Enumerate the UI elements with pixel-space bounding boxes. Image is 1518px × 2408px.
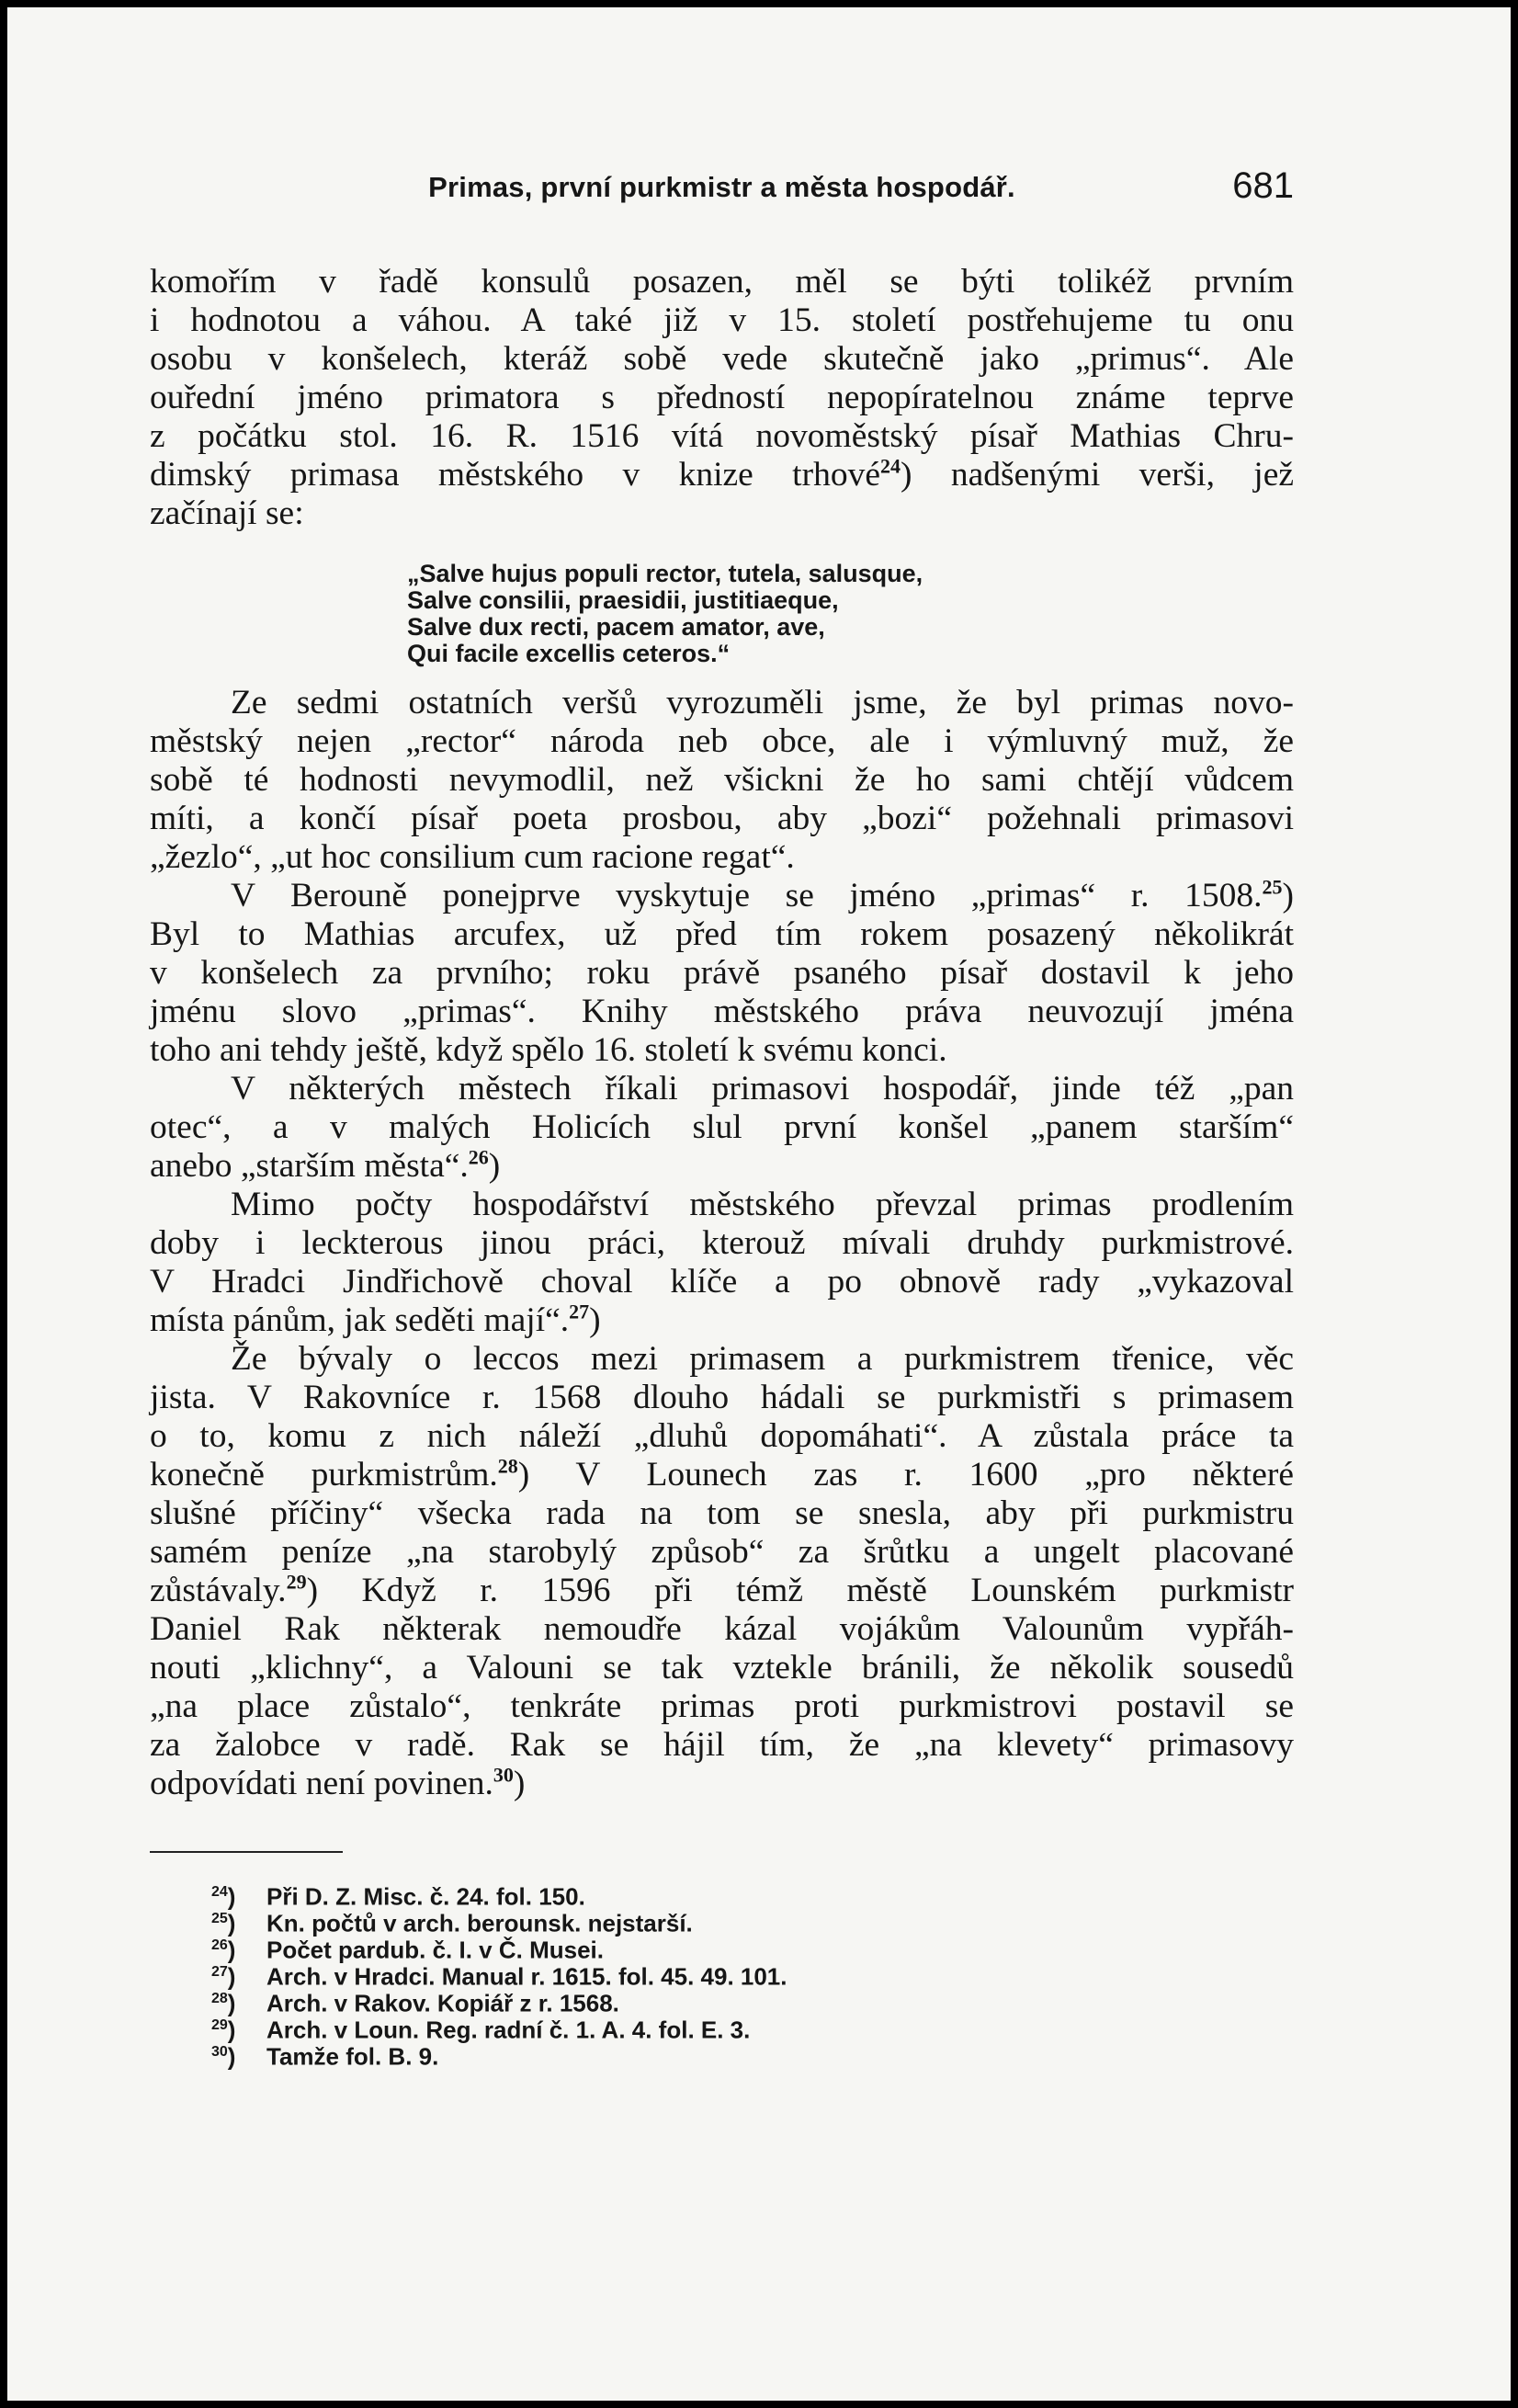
text-line: Byl to Mathias arcufex, už před tím rokem posazený několikrát bbox=[150, 915, 1294, 953]
text-line: i hodnotou a váhou. A také již v 15. století postřehujeme tu onu bbox=[150, 301, 1294, 339]
footnote-number: 26 bbox=[211, 1937, 228, 1953]
text-segment: ) bbox=[1282, 877, 1294, 914]
text-line bbox=[150, 1456, 1294, 1494]
text-line: o to, komu z nich náleží „dluhů dopomáhati“. A zůstala práce ta bbox=[150, 1417, 1294, 1455]
footnote-number: 29 bbox=[211, 2017, 228, 2033]
text-line: komořím v řadě konsulů posazen, měl se býti tolikéž prvním bbox=[150, 263, 1294, 301]
poem-line: „Salve hujus populi rector, tutela, salusque, bbox=[407, 560, 923, 587]
footnote-text: Tamže fol. B. 9. bbox=[266, 2042, 439, 2071]
footnote-text: Arch. v Loun. Reg. radní č. 1. A. 4. fol. E. 3. bbox=[266, 2016, 751, 2044]
footnotes bbox=[211, 1879, 787, 2071]
footnote bbox=[211, 1905, 787, 1937]
footnote-mark: $^{26}$) bbox=[211, 1936, 236, 1964]
footnote-ref: 29 bbox=[286, 1570, 307, 1594]
text-line: Mimo počty hospodářství městského převzal primas prodlením bbox=[231, 1186, 1294, 1223]
paragraph bbox=[150, 1186, 1294, 1340]
text-line: V Hradci Jindřichově choval klíče a po obnově rady „vykazoval bbox=[150, 1263, 1294, 1301]
footnote-mark: $^{30}$) bbox=[211, 2042, 236, 2071]
footnote-ref: 26 bbox=[468, 1145, 489, 1169]
poem-line: Salve consilii, praesidii, justitiaeque, bbox=[407, 586, 839, 614]
poem-line: Salve dux recti, pacem amator, ave, bbox=[407, 613, 825, 641]
footnote-mark: $^{27}$) bbox=[211, 1962, 236, 1991]
text-line: „žezlo“, „ut hoc consilium cum racione regat“. bbox=[150, 838, 795, 876]
text-segment: anebo „starším města“. bbox=[150, 1147, 469, 1185]
text-segment: ) V Lounech zas r. 1600 „pro některé bbox=[517, 1456, 1294, 1494]
text-line bbox=[150, 1147, 1294, 1186]
text-segment: ) bbox=[589, 1301, 601, 1339]
footnote-ref: 27 bbox=[569, 1300, 590, 1323]
poem-quote bbox=[407, 561, 1294, 667]
text-line: slušné příčiny“ všecka rada na tom se snesla, aby při purkmistru bbox=[150, 1494, 1294, 1532]
text-line: Že bývaly o leccos mezi primasem a purkmistrem třenice, věc bbox=[231, 1340, 1294, 1378]
text-segment: V Berouně ponejprve vyskytuje se jméno „primas“ r. 1508. bbox=[231, 877, 1263, 914]
text-line: osobu v konšelech, kteráž sobě vede skutečně jako „primus“. Ale bbox=[150, 340, 1294, 378]
text-segment: konečně purkmistrům. bbox=[150, 1456, 498, 1494]
text-line: Ze sedmi ostatních veršů vyrozuměli jsme, že byl primas novo- bbox=[231, 684, 1294, 721]
text-segment: zůstávaly. bbox=[150, 1572, 287, 1609]
text-line: sobě té hodnosti nevymodlil, než všickni že ho sami chtějí vůdcem bbox=[150, 761, 1294, 799]
footnote-text: Kn. počtů v arch. berounsk. nejstarší. bbox=[266, 1909, 693, 1937]
text-line bbox=[150, 1572, 1294, 1610]
paragraph bbox=[150, 263, 1294, 533]
text-line: doby i leckterous jinou práci, kterouž mívali druhdy purkmistrové. bbox=[150, 1224, 1294, 1262]
footnote-mark: $^{28}$) bbox=[211, 1989, 236, 2017]
footnote-number: 24 bbox=[211, 1884, 228, 1900]
footnote-number: 30 bbox=[211, 2044, 228, 2060]
footnote-ref: 24 bbox=[880, 454, 901, 478]
paragraph bbox=[150, 684, 1294, 877]
running-title: Primas, první purkmistr a města hospodář. bbox=[428, 171, 1015, 203]
text-segment: místa pánům, jak seděti mají“. bbox=[150, 1301, 570, 1339]
text-line: samém peníze „na starobylý způsob“ za šrůtku a ungelt placované bbox=[150, 1533, 1294, 1571]
poem-line: Qui facile excellis ceteros.“ bbox=[407, 640, 731, 667]
text-segment: ) bbox=[513, 1765, 526, 1802]
text-line bbox=[150, 456, 1294, 494]
text-line bbox=[150, 1301, 1294, 1340]
footnote-number: 25 bbox=[211, 1911, 228, 1926]
text-line bbox=[150, 1765, 1294, 1803]
paragraph bbox=[150, 877, 1294, 1070]
text-line: v konšelech za prvního; roku právě psaného písař dostavil k jeho bbox=[150, 954, 1294, 992]
text-segment: dimský primasa městského v knize trhové bbox=[150, 456, 880, 494]
book-page bbox=[7, 7, 1511, 2401]
footnote-mark: $^{24}$) bbox=[211, 1882, 236, 1911]
footnote-number: 28 bbox=[211, 1991, 228, 2006]
page-header bbox=[150, 162, 1294, 217]
text-segment: ) bbox=[488, 1147, 501, 1185]
footnote-text: Arch. v Rakov. Kopiář z r. 1568. bbox=[266, 1989, 619, 2017]
text-line: Daniel Rak některak nemoudře kázal vojákům Valounům vypřáh- bbox=[150, 1610, 1294, 1648]
footnote-mark: $^{25}$) bbox=[211, 1909, 236, 1937]
text-line: míti, a končí písař poeta prosbou, aby „bozi“ požehnali primasovi bbox=[150, 800, 1294, 837]
text-line: „na place zůstalo“, tenkráte primas proti purkmistrovi postavil se bbox=[150, 1687, 1294, 1725]
text-segment: ) nadšenými verši, jež bbox=[901, 456, 1295, 494]
text-line: ouřední jméno primatora s předností nepopíratelnou známe teprve bbox=[150, 379, 1294, 416]
footnote bbox=[211, 2012, 787, 2044]
text-line: otec“, a v malých Holicích slul první konšel „panem starším“ bbox=[150, 1108, 1294, 1146]
text-line: nouti „klichny“, a Valouni se tak vztekle bránili, že několik sousedů bbox=[150, 1649, 1294, 1687]
footnote-text: Při D. Z. Misc. č. 24. fol. 150. bbox=[266, 1882, 585, 1911]
paragraph bbox=[150, 1070, 1294, 1186]
footnote-rule bbox=[150, 1851, 343, 1853]
text-segment: odpovídati není povinen. bbox=[150, 1765, 493, 1802]
body-text bbox=[150, 263, 1294, 1803]
text-line: jista. V Rakovníce r. 1568 dlouho hádali se purkmistři s primasem bbox=[150, 1379, 1294, 1416]
footnote bbox=[211, 1879, 787, 1911]
footnote-text: Počet pardub. č. I. v Č. Musei. bbox=[266, 1936, 604, 1964]
text-line bbox=[150, 877, 1294, 915]
text-line: z počátku stol. 16. R. 1516 vítá novoměstský písař Mathias Chru- bbox=[150, 417, 1294, 455]
footnote-mark: $^{29}$) bbox=[211, 2016, 236, 2044]
text-line: městský nejen „rector“ národa neb obce, ale i výmluvný muž, že bbox=[150, 722, 1294, 760]
footnote-text: Arch. v Hradci. Manual r. 1615. fol. 45. 49. 101. bbox=[266, 1962, 787, 1991]
text-line: V některých městech říkali primasovi hospodář, jinde též „pan bbox=[231, 1070, 1294, 1107]
text-segment: ) Když r. 1596 při témž městě Lounském purkmistr bbox=[306, 1572, 1294, 1609]
paragraph bbox=[150, 1340, 1294, 1803]
text-line: za žalobce v radě. Rak se hájil tím, že „na klevety“ primasovy bbox=[150, 1726, 1294, 1764]
text-line: jménu slovo „primas“. Knihy městského práva neuvozují jména bbox=[150, 993, 1294, 1030]
footnote-ref: 30 bbox=[493, 1763, 514, 1787]
footnote-number: 27 bbox=[211, 1964, 228, 1980]
footnote-ref: 25 bbox=[1262, 875, 1283, 899]
footnote bbox=[211, 1959, 787, 1991]
footnote-ref: 28 bbox=[497, 1454, 518, 1478]
footnote bbox=[211, 1932, 787, 1964]
text-line: toho ani tehdy ještě, když spělo 16. století k svému konci. bbox=[150, 1031, 947, 1069]
page-number: 681 bbox=[1232, 165, 1294, 206]
text-line: začínají se: bbox=[150, 494, 304, 532]
